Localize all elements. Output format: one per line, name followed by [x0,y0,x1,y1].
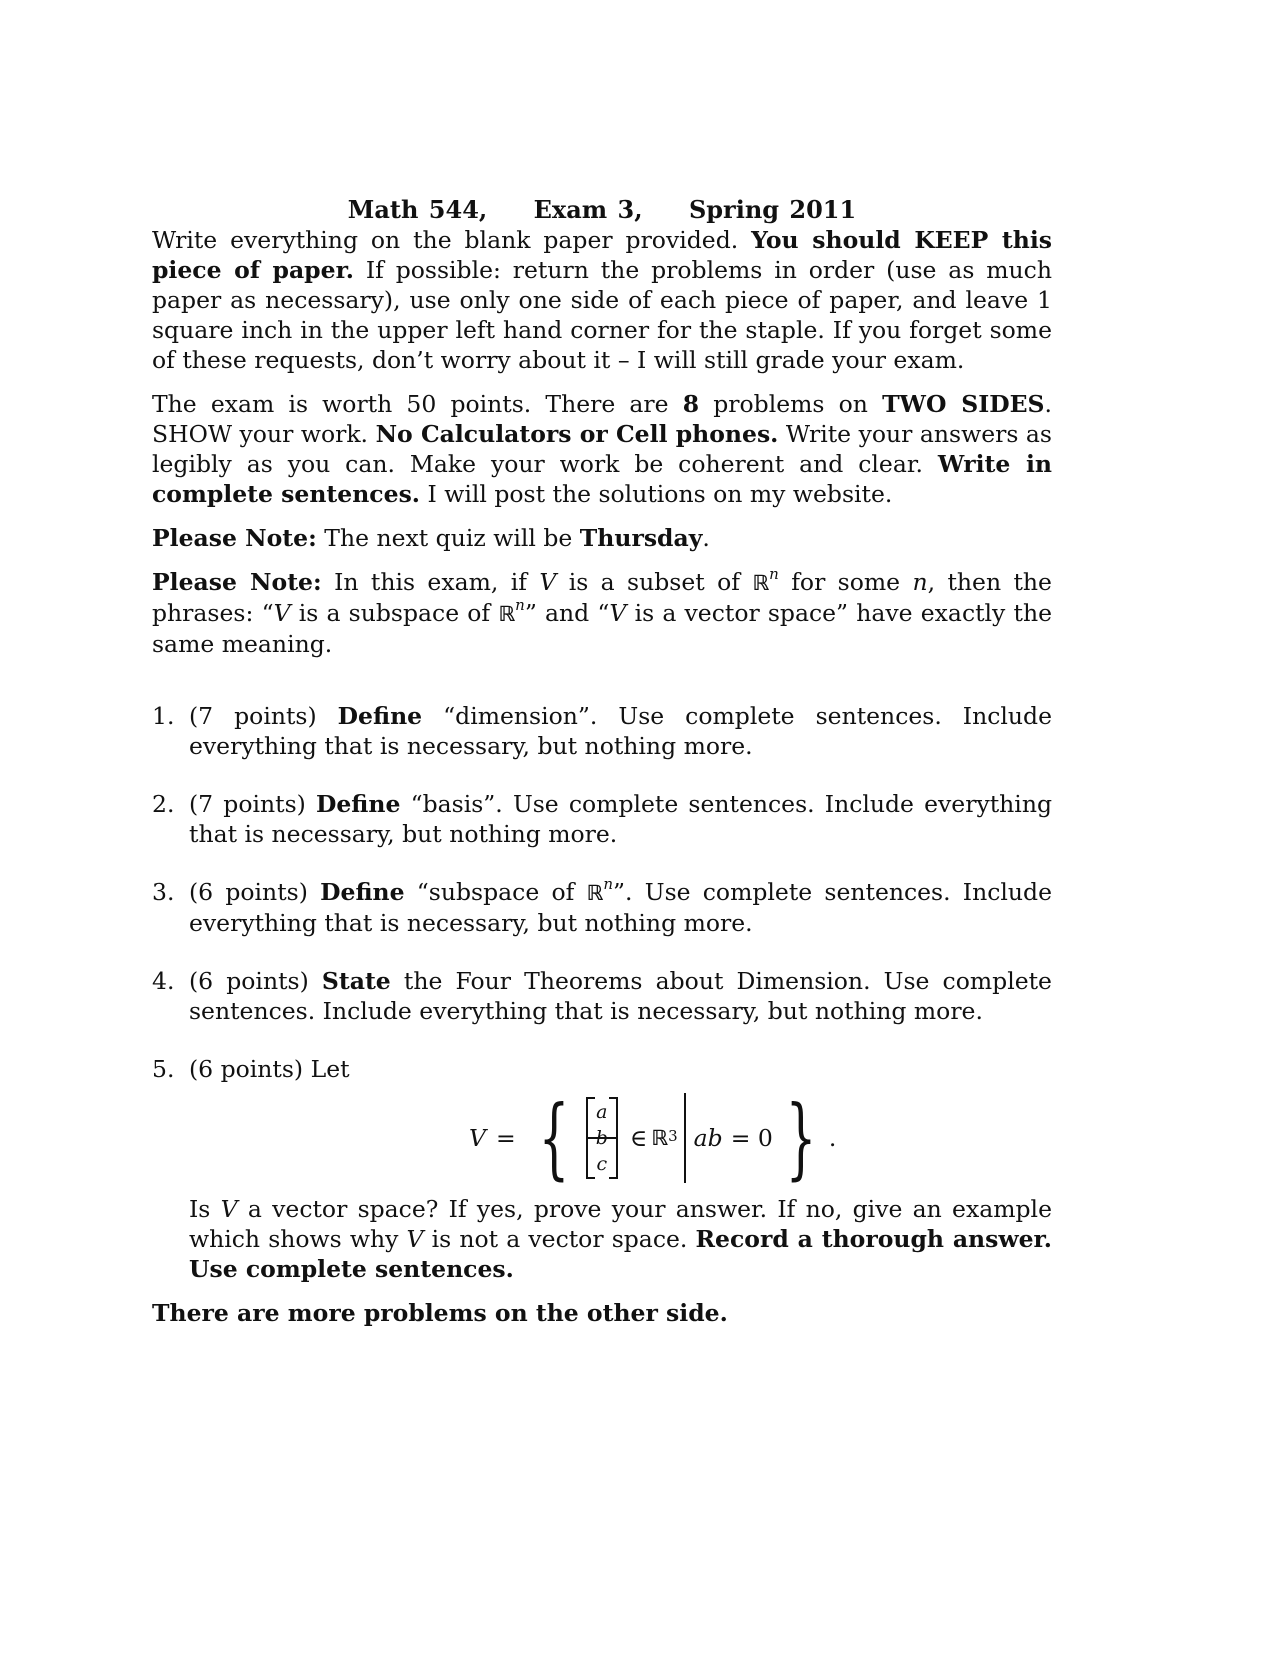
such-that-bar [684,1093,686,1183]
problem-5-question: Is V a vector space? If yes, prove your answer. If no, give an example which shows why V is not a vector space. Record a thorough answer. Use complete sentences. [189,1195,1052,1283]
subspace-note: Please Note: In this exam, if V is a subset of ℝ$^n$ for some n, then the phrases: “V is a subspace of ℝ$^n$” and “V is a vector space” have exactly the same meaning. [152,565,1052,658]
set-lhs: V [469,1124,486,1152]
footer-note: There are more problems on the other side. [152,1299,728,1327]
vector-entry-b: b [595,1127,608,1149]
exam-page [152,195,1052,1328]
right-brace: } [785,1086,817,1189]
problem-2: 2. (7 points) Define “basis”. Use complete sentences. Include everything that is necessary, but nothing more. [152,790,1052,848]
column-vector [586,1097,618,1179]
vector-entry-c: c [596,1153,608,1175]
problem-3: 3. (6 points) Define “subspace of ℝ$^n$”. Use complete sentences. Include everything that is necessary, but nothing more. [152,875,1052,937]
quiz-note: Please Note: The next quiz will be Thursday. [152,524,710,552]
set-expression: V = { a b c ∈ ℝ $^3$ ab = 0 } . [469,1086,837,1189]
exam-rules-paragraph: The exam is worth 50 points. There are 8 problems on TWO SIDES. SHOW your work. No Calculators or Cell phones. Write your answers as legibly as you can. Make your work be coherent and clear. Write in complete sentences. I will post the solutions on my website. [152,390,1052,508]
vector-entry-a: a [596,1101,608,1123]
exam-title [152,195,1052,225]
problem-list [152,701,1052,1284]
exam-number: Exam 3, [533,195,643,224]
exam-term: Spring 2011 [688,195,857,224]
set-definition [189,1088,1052,1188]
course-name: Math 544, [347,195,488,224]
problem-1: 1. (7 points) Define “dimension”. Use complete sentences. Include everything that is necessary, but nothing more. [152,702,1052,760]
instructions-paragraph: Write everything on the blank paper provided. You should KEEP this piece of paper. If possible: return the problems in order (use as much paper as necessary), use only one side of each piece of paper, and leave 1 square inch in the upper left hand corner for the staple. If you forget some of these requests, don’t worry about it – I will still grade your exam. [152,226,1052,374]
left-brace: { [538,1086,570,1189]
problem-4: 4. (6 points) State the Four Theorems about Dimension. Use complete sentences. Include everything that is necessary, but nothing more. [152,967,1052,1025]
problem-5: 5. (6 points) Let V = { a b c ∈ ℝ $^3$ ab = 0 } . Is V a vector space? If yes, prove your answer. If no, give an example which shows why V is not a vector space. Record a thorough answer. Use complete sentences. [152,1055,1052,1283]
